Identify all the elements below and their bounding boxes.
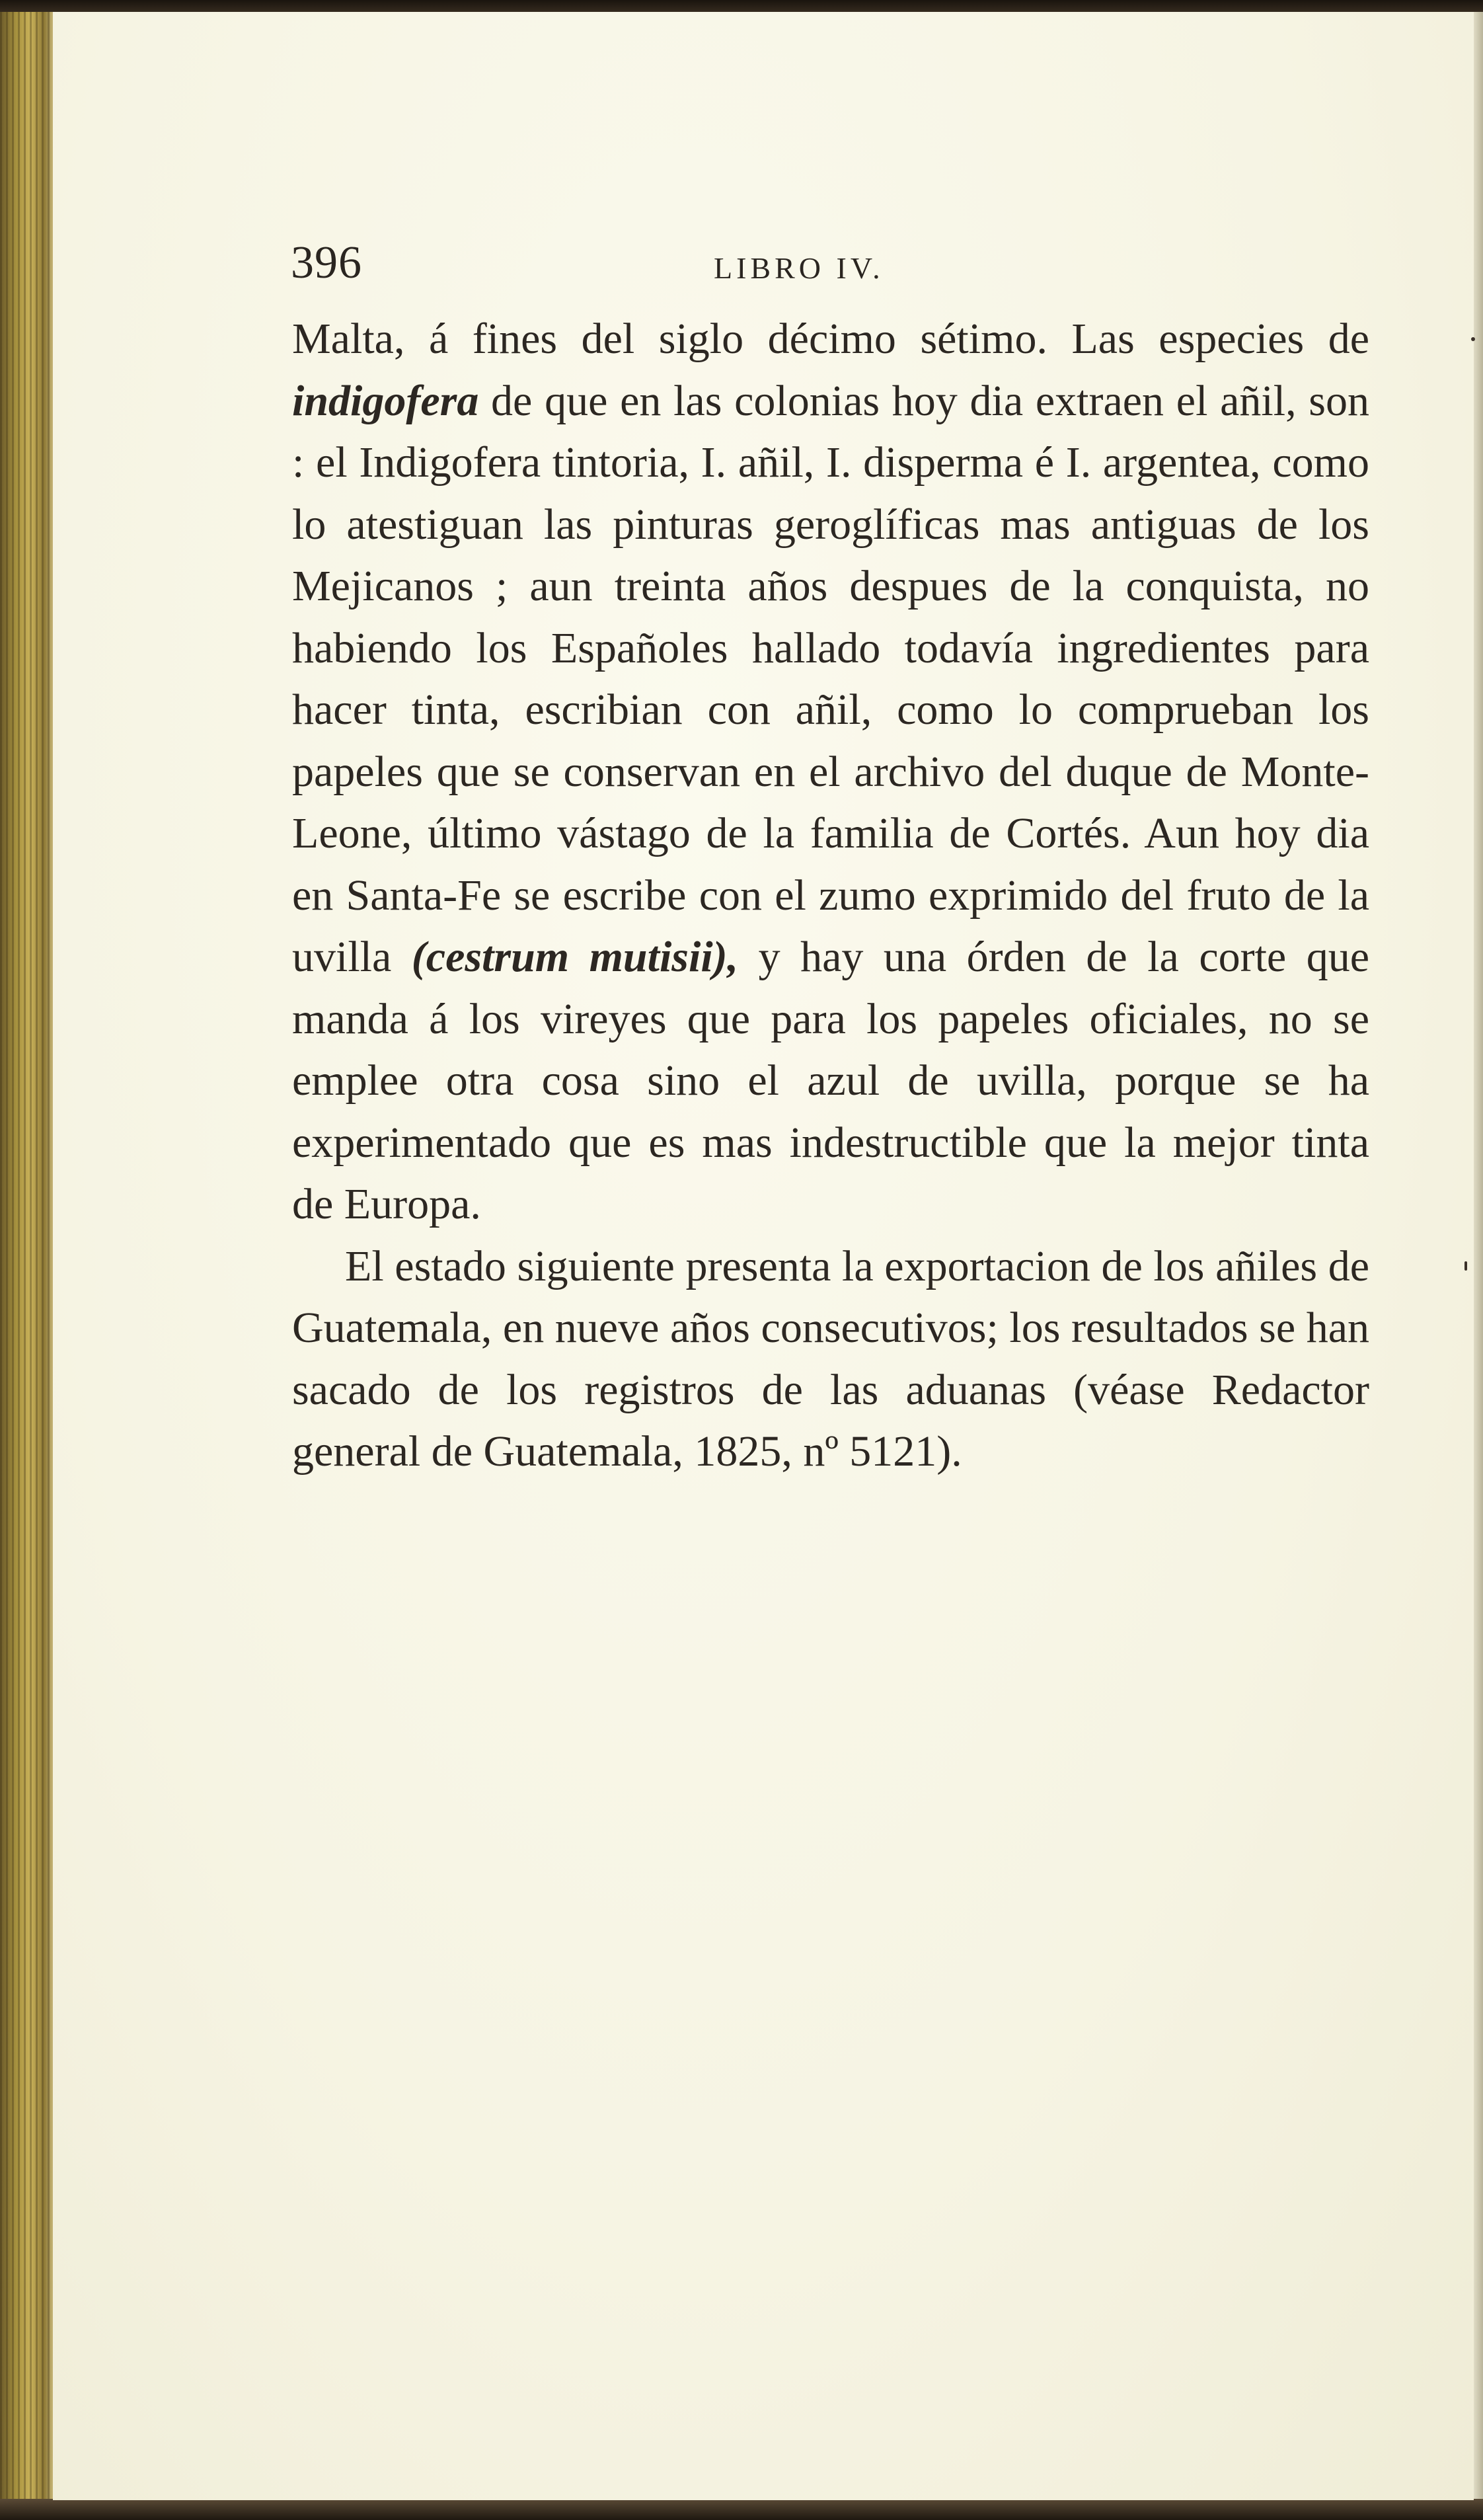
paragraph-1-italic-indigofera: indigofera (292, 376, 479, 425)
running-head-title: LIBRO IV. (714, 251, 884, 285)
paragraph-1 (292, 308, 1369, 1236)
book-bottom-edge (0, 2499, 1483, 2520)
paragraph-1-text-b: de que en las colonias hoy dia extraen el añil, son : el Indigofera tintoria, I. añil, I. disperma é I. argentea, como lo atestiguan las pinturas geroglíficas mas antiguas de los Mejicanos ; aun treinta años despues de la conquista, no habiendo los Españoles hallado todavía ingredientes para hacer tinta, escribian con añil, como lo comprueban los papeles que se conservan en el archivo del duque de Monte-Leone, último vástago de la familia de Cortés. Aun hoy dia en Santa-Fe se escribe con el zumo exprimido del fruto de la uvilla (292, 376, 1369, 981)
paragraph-1-italic-cestrum: (cestrum mutisii), (411, 933, 739, 981)
paragraph-2: El estado siguiente presenta la exportacion de los añiles de Guatemala, en nueve años consecutivos; los resultados se han sacado de los registros de las aduanas (véase Redactor general de Guatemala, 1825, nº 5121). (292, 1241, 1369, 1476)
paragraph-1-text-c: y hay una órden de la corte que manda á los vireyes que para los papeles oficiales, no se emplee otra cosa sino el azul de uvilla, porque se ha experimentado que es mas indestructible que la mejor tinta de Europa. (292, 933, 1370, 1228)
body-text (292, 308, 1369, 1483)
page-number: 396 (291, 237, 362, 288)
running-head (53, 230, 1474, 296)
gilt-page-edge (0, 12, 56, 2503)
ink-speck (1464, 1261, 1467, 1271)
book-right-edge (1472, 12, 1483, 2503)
page-paper (53, 12, 1474, 2500)
ink-speck (1471, 337, 1475, 341)
paragraph-1-text-a: Malta, á fines del siglo décimo sétimo. Las especies de (292, 315, 1369, 363)
